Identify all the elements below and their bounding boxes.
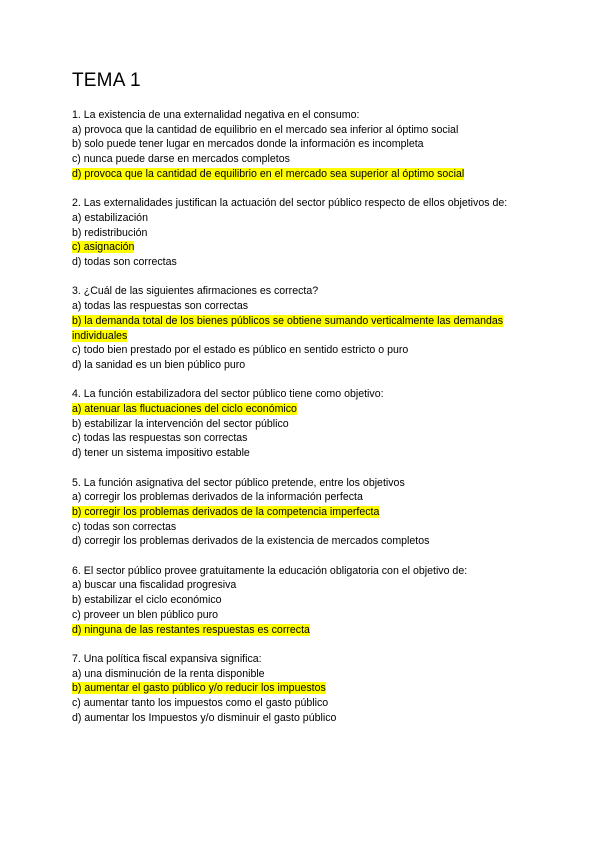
question-list xyxy=(72,108,532,740)
answer-option-a: a) buscar una fiscalidad progresiva xyxy=(72,579,237,592)
question-2 xyxy=(72,196,532,270)
question-text: 1. La existencia de una externalidad negativa en el consumo: xyxy=(72,109,360,121)
answer-option-b: b) estabilizar la intervención del sector público xyxy=(72,417,289,430)
answer-option-c: c) proveer un blen público puro xyxy=(72,608,219,621)
answer-option-d: d) todas son correctas xyxy=(72,256,177,269)
answer-option-a xyxy=(72,402,532,417)
page-title: TEMA 1 xyxy=(72,70,141,91)
question-7 xyxy=(72,652,532,726)
answer-option-a: a) provoca que la cantidad de equilibrio en el mercado sea inferior al óptimo social xyxy=(72,123,459,136)
answer-option-b xyxy=(72,681,532,696)
question-3 xyxy=(72,284,532,372)
answer-option-c: c) aumentar tanto los impuestos como el gasto público xyxy=(72,697,329,710)
answer-option-d: d) corregir los problemas derivados de la existencia de mercados completos xyxy=(72,535,430,548)
answer-option-a: a) todas las respuestas son correctas xyxy=(72,300,249,313)
answer-option-a: a) una disminución de la renta disponible xyxy=(72,667,265,680)
answer-option-b xyxy=(72,505,532,520)
question-6 xyxy=(72,564,532,638)
answer-option-b: b) redistribución xyxy=(72,226,148,239)
question-1 xyxy=(72,108,532,182)
highlighted-answer: d) provoca que la cantidad de equilibrio en el mercado sea superior al óptimo social xyxy=(72,167,465,180)
highlighted-answer: c) asignación xyxy=(72,241,135,254)
answer-option-c: c) todo bien prestado por el estado es público en sentido estricto o puro xyxy=(72,344,409,357)
question-4 xyxy=(72,387,532,461)
answer-option-b: b) solo puede tener lugar en mercados donde la información es incompleta xyxy=(72,138,424,151)
answer-option-c xyxy=(72,240,532,255)
highlighted-answer: d) ninguna de las restantes respuestas es correcta xyxy=(72,623,310,636)
answer-option-c: c) todas son correctas xyxy=(72,520,177,533)
question-text: 2. Las externalidades justifican la actuación del sector público respecto de ellos objetivos de: xyxy=(72,197,508,210)
highlighted-answer: b) aumentar el gasto público y/o reducir los impuestos xyxy=(72,682,326,695)
answer-option-d xyxy=(72,623,532,638)
highlighted-answer: b) corregir los problemas derivados de la competencia imperfecta xyxy=(72,505,380,518)
question-text: 7. Una política fiscal expansiva significa: xyxy=(72,652,262,665)
answer-option-b xyxy=(72,314,532,343)
answer-option-d: d) aumentar los Impuestos y/o disminuir el gasto público xyxy=(72,711,337,724)
highlighted-answer: b) la demanda total de los bienes públicos se obtiene sumando verticalmente las demandas individuales xyxy=(72,314,504,342)
highlighted-answer: a) atenuar las fluctuaciones del ciclo económico xyxy=(72,403,297,416)
question-text: 4. La función estabilizadora del sector público tiene como objetivo: xyxy=(72,388,384,401)
answer-option-c: c) todas las respuestas son correctas xyxy=(72,432,248,445)
answer-option-a: a) corregir los problemas derivados de la información perfecta xyxy=(72,491,363,504)
question-5 xyxy=(72,476,532,550)
answer-option-d xyxy=(72,167,532,182)
answer-option-d: d) la sanidad es un bien público puro xyxy=(72,358,246,371)
answer-option-d: d) tener un sistema impositivo estable xyxy=(72,447,250,460)
answer-option-b: b) estabilizar el ciclo económico xyxy=(72,594,222,607)
question-text: 5. La función asignativa del sector público pretende, entre los objetivos xyxy=(72,476,405,489)
question-text: 6. El sector público provee gratuitamente la educación obligatoria con el objetivo de: xyxy=(72,564,468,577)
question-text: 3. ¿Cuál de las siguientes afirmaciones es correcta? xyxy=(72,285,319,298)
answer-option-a: a) estabilización xyxy=(72,211,148,224)
answer-option-c: c) nunca puede darse en mercados completos xyxy=(72,153,290,166)
